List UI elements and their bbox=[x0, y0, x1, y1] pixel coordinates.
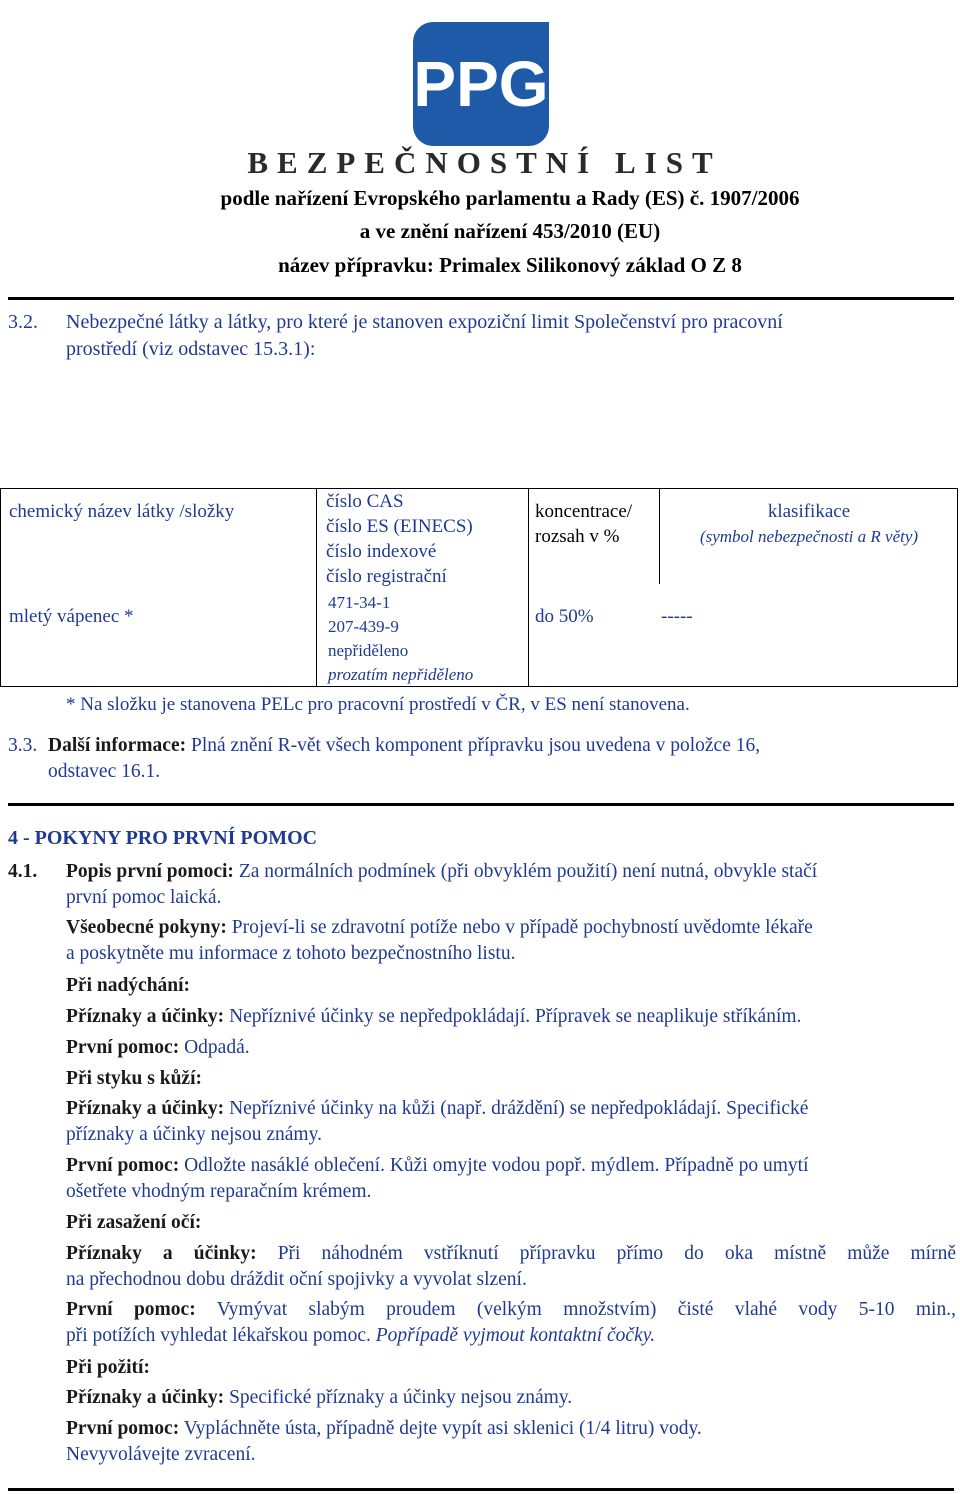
item-4-1 bbox=[8, 859, 956, 911]
section-3-3-text-line-2: odstavec 16.1. bbox=[48, 761, 161, 782]
ingestion-symptoms-text: Specifické příznaky a účinky nejsou známy. bbox=[229, 1387, 573, 1408]
skin-heading: Při styku s kůží: bbox=[66, 1068, 202, 1089]
hazardous-substances-table bbox=[0, 488, 958, 687]
product-name: název přípravku: Primalex Silikonový základ O Z 8 bbox=[278, 253, 742, 277]
col-header-es: číslo ES (EINECS) bbox=[326, 516, 473, 537]
ingestion-symptoms-label: Příznaky a účinky: bbox=[66, 1387, 225, 1408]
section-3-3-number: 3.3. bbox=[8, 735, 38, 756]
section-3-2-number: 3.2. bbox=[8, 311, 38, 333]
general-label: Všeobecné pokyny: bbox=[66, 917, 227, 938]
skin-symptoms-label: Příznaky a účinky: bbox=[66, 1098, 225, 1119]
substance-es: 207-439-9 bbox=[328, 617, 399, 636]
skin-aid-text-line-1: Odložte nasáklé oblečení. Kůži omyjte vodou popř. mýdlem. Případně po umytí bbox=[184, 1155, 809, 1176]
inhalation-symptoms-text: Nepříznivé účinky se nepředpokládají. Přípravek se neaplikuje stříkáním. bbox=[229, 1006, 802, 1027]
section-3-3-text-line-1: Plná znění R-vět všech komponent přípravku jsou uvedena v položce 16, bbox=[190, 735, 761, 756]
ppg-logo bbox=[413, 22, 549, 146]
eye-aid-line-2 bbox=[66, 1323, 956, 1349]
skin-aid-text-line-2: ošetřete vhodným reparačním krémem. bbox=[66, 1181, 372, 1202]
inhalation-aid-text: Odpadá. bbox=[184, 1037, 250, 1058]
skin-aid-label: První pomoc: bbox=[66, 1155, 180, 1176]
col-header-concentration bbox=[535, 499, 632, 549]
ingestion-aid-text-line-2: Nevyvolávejte zvracení. bbox=[66, 1444, 256, 1465]
eye-symptoms-text-line-1: Při náhodném vstříknutí přípravku přímo do oka místně může mírně bbox=[277, 1243, 956, 1264]
col-header-classification bbox=[661, 499, 957, 549]
table-col-divider bbox=[659, 489, 660, 584]
col-header-registration: číslo registrační bbox=[326, 566, 447, 587]
inhalation-heading: Při nadýchání: bbox=[66, 975, 191, 996]
ingestion-heading: Při požití: bbox=[66, 1357, 150, 1378]
eye-symptoms-line-1 bbox=[66, 1241, 956, 1267]
regulation-subtitle: podle nařízení Evropského parlamentu a Rady (ES) č. 1907/2006 bbox=[220, 186, 800, 210]
col-header-chemical-name: chemický název látky /složky bbox=[9, 501, 235, 522]
col-header-identifiers bbox=[326, 489, 473, 589]
eye-aid-text-line-2b: Popřípadě vyjmout kontaktní čočky. bbox=[375, 1325, 656, 1346]
eye-first-aid bbox=[66, 1297, 956, 1349]
skin-symptoms bbox=[66, 1096, 956, 1148]
document-title: BEZPEČNOSTNÍ LIST bbox=[247, 145, 722, 180]
substance-concentration: do 50% bbox=[535, 606, 594, 627]
col-header-concentration-line-1: koncentrace/ bbox=[535, 501, 633, 522]
inhalation-symptoms bbox=[66, 1004, 956, 1030]
col-header-concentration-line-2: rozsah v % bbox=[535, 526, 620, 547]
section-3-2-text-line-2: prostředí (viz odstavec 15.3.1): bbox=[66, 338, 316, 360]
ppg-logo-text: PPG bbox=[413, 48, 549, 120]
inhalation-first-aid bbox=[66, 1035, 956, 1061]
section-3-3-label: Další informace: bbox=[48, 735, 187, 756]
skin-first-aid bbox=[66, 1153, 956, 1205]
amendment-subtitle: a ve znění nařízení 453/2010 (EU) bbox=[359, 219, 661, 243]
ingestion-symptoms bbox=[66, 1385, 956, 1411]
eye-symptoms bbox=[66, 1241, 956, 1293]
section-divider bbox=[8, 803, 954, 806]
section-3-2-text-line-1: Nebezpečné látky a látky, pro které je stanoven expoziční limit Společenství pro pracovní bbox=[66, 311, 783, 333]
general-text-line-1: Projeví-li se zdravotní potíže nebo v případě pochybností uvědomte lékaře bbox=[231, 917, 813, 938]
section-4-heading: 4 - POKYNY PRO PRVNÍ POMOC bbox=[8, 827, 318, 849]
eye-aid-text-line-1: Vymývat slabým proudem (velkým množstvím) čisté vlahé vody 5-10 min., bbox=[216, 1299, 956, 1320]
eye-aid-label: První pomoc: bbox=[66, 1299, 196, 1320]
ingestion-aid-text-line-1: Vypláchněte ústa, případně dejte vypít asi sklenici (1/4 litru) vody. bbox=[183, 1418, 702, 1439]
substance-name: mletý vápenec * bbox=[9, 606, 134, 627]
table-footnote: * Na složku je stanovena PELc pro pracovní prostředí v ČR, v ES není stanovena. bbox=[66, 694, 690, 715]
ingestion-first-aid bbox=[66, 1416, 956, 1468]
eye-symptoms-text-line-2: na přechodnou dobu dráždit oční spojivky a vyvolat slzení. bbox=[66, 1269, 527, 1290]
substance-classification: ----- bbox=[661, 606, 693, 627]
table-col-divider bbox=[528, 489, 529, 686]
substance-identifiers bbox=[328, 591, 473, 687]
inhalation-symptoms-label: Příznaky a účinky: bbox=[66, 1006, 225, 1027]
header-divider bbox=[8, 297, 954, 300]
section-3-3 bbox=[8, 733, 956, 785]
skin-symptoms-text-line-2: příznaky a účinky nejsou známy. bbox=[66, 1124, 322, 1145]
eye-aid-text-line-2a: při potížích vyhledat lékařskou pomoc. bbox=[66, 1325, 371, 1346]
item-4-1-label: Popis první pomoci: bbox=[66, 861, 234, 882]
item-4-1-number: 4.1. bbox=[8, 861, 38, 882]
item-4-1-text-line-1: Za normálních podmínek (při obvyklém použití) není nutná, obvykle stačí bbox=[238, 861, 818, 882]
general-text-line-2: a poskytněte mu informace z tohoto bezpečnostního listu. bbox=[66, 943, 516, 964]
col-header-classification-title: klasifikace bbox=[767, 501, 851, 522]
ingestion-aid-label: První pomoc: bbox=[66, 1418, 180, 1439]
eye-aid-line-1 bbox=[66, 1297, 956, 1323]
substance-cas: 471-34-1 bbox=[328, 593, 391, 612]
eye-heading: Při zasažení očí: bbox=[66, 1212, 202, 1233]
general-instructions bbox=[66, 915, 956, 967]
table-col-divider bbox=[316, 489, 317, 686]
substance-index: nepřiděleno bbox=[328, 641, 409, 660]
item-4-1-text-line-2: první pomoc laická. bbox=[66, 887, 222, 908]
substance-registration: prozatím nepřiděleno bbox=[328, 665, 474, 684]
eye-symptoms-label: Příznaky a účinky: bbox=[66, 1243, 257, 1264]
col-header-index: číslo indexové bbox=[326, 541, 437, 562]
col-header-classification-sub: (symbol nebezpečnosti a R věty) bbox=[699, 527, 919, 546]
col-header-cas: číslo CAS bbox=[326, 491, 404, 512]
inhalation-aid-label: První pomoc: bbox=[66, 1037, 180, 1058]
section-3-2-heading bbox=[8, 309, 948, 363]
footer-divider bbox=[8, 1488, 954, 1491]
skin-symptoms-text-line-1: Nepříznivé účinky na kůži (např. dráždění) se nepředpokládají. Specifické bbox=[229, 1098, 809, 1119]
